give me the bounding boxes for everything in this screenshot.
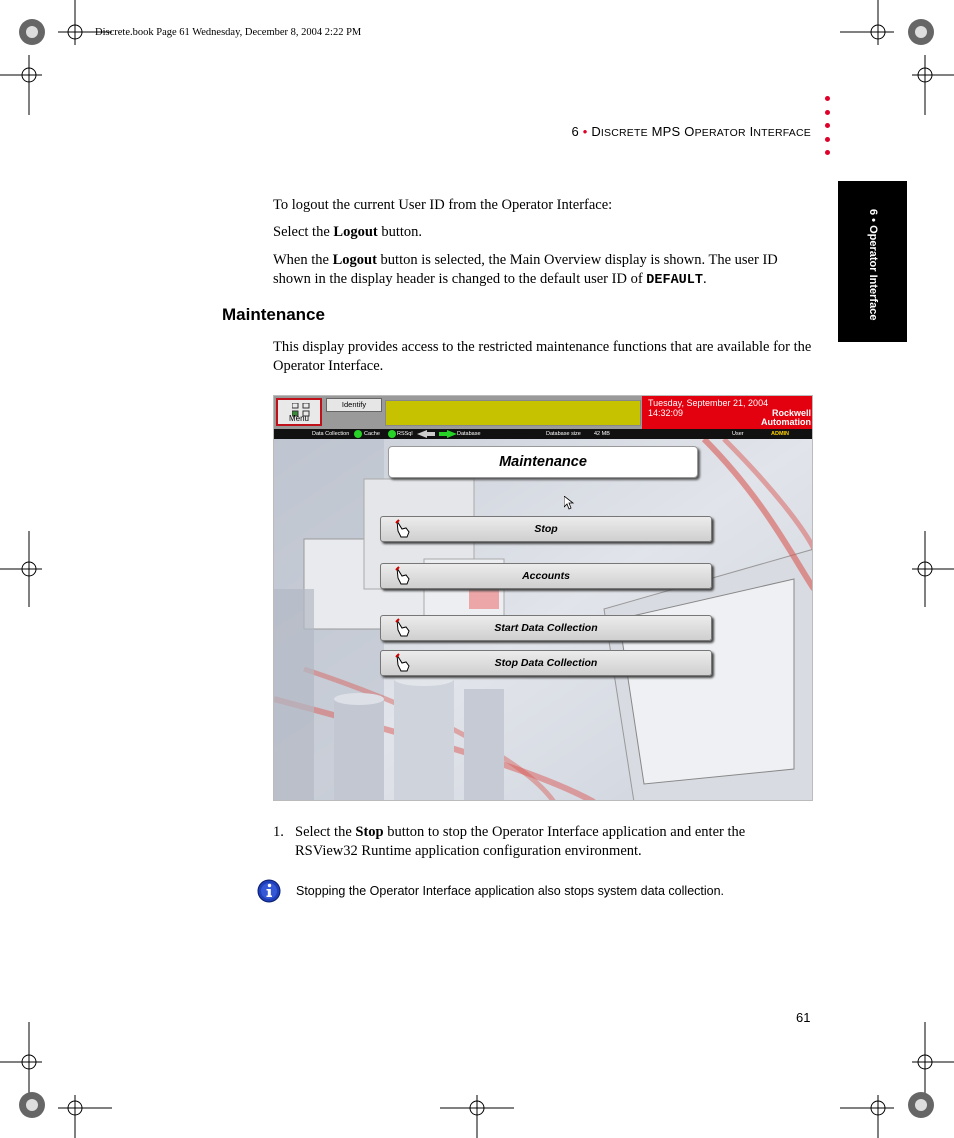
chapter-number: 6 [571, 124, 579, 139]
logout-result-paragraph: When the Logout button is selected, the Main Overview display is shown. The user ID shown in the display header is changed to the default user ID of DEFAULT. [273, 252, 778, 288]
menu-button[interactable] [276, 398, 322, 426]
time-text: 14:32:09 [648, 408, 684, 418]
maintenance-title: Maintenance [388, 446, 698, 478]
status-bar [274, 429, 813, 439]
menu-label: Menu [288, 414, 309, 423]
status-rssql: RSSql [397, 431, 413, 437]
mouse-cursor-icon [564, 496, 574, 510]
status-database: Database [457, 431, 481, 437]
status-data-collection: Data Collection [312, 431, 350, 437]
stop-button-label: Stop [534, 523, 558, 535]
brand-logo: Rockwell Automation [761, 408, 811, 427]
chapter-separator: • [582, 124, 588, 139]
date-brand-panel [642, 396, 813, 429]
print-header: Discrete.book Page 61 Wednesday, December 8, 2004 2:22 PM [95, 27, 362, 38]
running-head [572, 124, 812, 139]
flow-arrows-icon [417, 430, 457, 438]
stop-button[interactable] [380, 516, 712, 542]
maintenance-description: This display provides access to the restricted maintenance functions that are available for the Operator Interface. [273, 339, 812, 374]
date-time [648, 398, 768, 418]
status-cache: Cache [364, 431, 380, 437]
step-text: Select the Stop button to stop the Operator Interface application and enter the RSView32 Runtime application configuration environment. [295, 824, 746, 859]
display-header [274, 396, 813, 429]
message-area [385, 400, 641, 426]
maintenance-screenshot [273, 395, 813, 801]
note-text: Stopping the Operator Interface application also stops system data collection. [296, 884, 725, 898]
step-number: 1. [273, 824, 284, 840]
start-data-collection-button[interactable] [380, 615, 712, 641]
info-icon [257, 879, 281, 903]
side-tab-label: 6 • Operator Interface [867, 209, 879, 321]
section-heading: Maintenance [222, 305, 325, 324]
status-user-label: User [732, 431, 744, 437]
stop-data-collection-label: Stop Data Collection [494, 657, 598, 669]
intro-paragraph: To logout the current User ID from the Operator Interface: [273, 197, 613, 213]
page-number: 61 [796, 1010, 811, 1025]
accounts-button-label: Accounts [522, 570, 570, 582]
select-logout-paragraph: Select the Logout button. [273, 224, 423, 240]
status-db-size: 42 MB [594, 431, 610, 437]
rssql-led [388, 430, 396, 438]
date-text: Tuesday, September 21, 2004 [648, 398, 769, 408]
chapter-side-tab [838, 181, 907, 342]
stop-data-collection-button[interactable] [380, 650, 712, 676]
status-db-size-label: Database size [546, 431, 581, 437]
running-title: DISCRETE MPS OPERATOR INTERFACE [591, 124, 811, 139]
red-dot-column [825, 96, 833, 164]
default-user-code: DEFAULT [646, 273, 703, 288]
identify-button[interactable]: Identify [326, 398, 382, 412]
accounts-button[interactable] [380, 563, 712, 589]
status-user: ADMIN [771, 431, 790, 437]
cache-led [354, 430, 362, 438]
start-data-collection-label: Start Data Collection [494, 622, 598, 634]
